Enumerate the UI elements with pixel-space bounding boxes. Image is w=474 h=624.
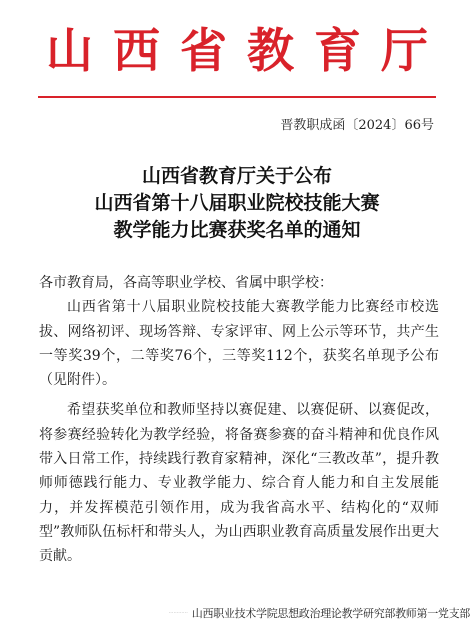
title-line-1: 山西省教育厅关于公布 xyxy=(141,165,332,187)
issuer-masthead: 山西省教育厅 xyxy=(46,24,448,79)
document-number: 晋教职成函〔2024〕66号 xyxy=(280,118,434,133)
document-body xyxy=(39,271,439,569)
paragraph-announcement: 山西省第十八届职业院校技能大赛教学能力比赛经市校选拔、网络初评、现场答辩、专家评审、网上公示等环节，共产生一等奖39个，二等奖76个，三等奖112个，获奖名单现予公布（见附件）。 xyxy=(39,299,439,389)
title-line-3: 教学能力比赛获奖名单的通知 xyxy=(113,219,361,241)
masthead-rule xyxy=(38,96,436,98)
document-title xyxy=(0,163,474,244)
title-line-2: 山西省第十八届职业院校技能大赛 xyxy=(94,192,380,214)
paragraph-expectations: 希望获奖单位和教师坚持以赛促建、以赛促研、以赛促改，将参赛经验转化为教学经验，将备赛参赛的奋斗精神和优良作风带入日常工作，持续践行教育家精神，深化“三教改革”，提升教师师德践行能力、专业教学能力、综合育人能力和自主发展能力，并发挥模范引领作用，成为我省高水平、结构化的“双师型”教师队伍标杆和带头人，为山西职业教育高质量发展作出更大贡献。 xyxy=(39,402,439,565)
footer-watermark: 山西职业技术学院思想政治理论教学研究部教师第一党支部 xyxy=(191,607,470,620)
footer-bar xyxy=(0,604,474,622)
faint-footer-text: ············ xyxy=(168,610,188,616)
salutation: 各市教育局，各高等职业学校、省属中职学校： xyxy=(39,275,333,291)
